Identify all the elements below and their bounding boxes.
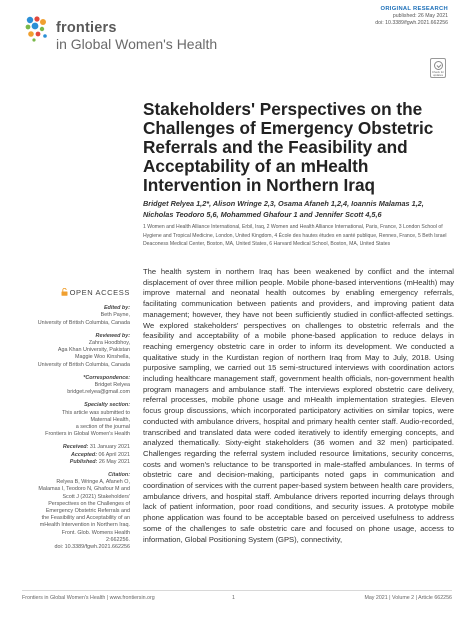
received-date: 31 January 2021 (89, 444, 130, 451)
editor-info: Beth Payne, University of British Columbia, Canada (37, 312, 130, 326)
correspondence-section (22, 375, 130, 397)
page-footer (22, 590, 452, 602)
doi-link[interactable]: doi: 10.3389/fgwh.2021.662256 (375, 20, 448, 26)
specialty-section (22, 402, 130, 438)
edited-by-section (22, 305, 130, 327)
specialty-info: This article was submitted to Maternal Health, a section of the journal Frontiers in Global Women's Health (45, 409, 130, 438)
open-access-text: OPEN ACCESS (69, 288, 130, 297)
check-updates-icon (434, 61, 443, 70)
citation-section (22, 472, 130, 551)
received-label: Received: (62, 444, 89, 451)
article-type: ORIGINAL RESEARCH (380, 6, 448, 12)
citation-label: Citation: (108, 472, 130, 479)
footer-journal-link[interactable]: Frontiers in Global Women's Health | www.frontiersin.org (22, 595, 155, 601)
affiliations: 1 Women and Health Alliance International, Erbil, Iraq, 2 Women and Health Alliance International, Paris, France, 3 London School of Hygiene and Tropical Medicine, London, United Kingdom, 4 École des hautes études en santé publique, Rennes, France, 5 Beth Israel Deaconess Medical Center, Boston, MA, United States, 6 Harvard Medical School, Boston, MA, United States (143, 224, 447, 248)
citation-info: Relyea B, Wringe A, Afaneh O, Malamas I, Teodoro N, Ghafour M and Scott J (2021) Stakeholders' Perspectives on the Challenges of Emergency Obstetric Referrals and the Feasibility and Acceptability of an mHealth Intervention in Northern Iraq. Front. Glob. Womens Health 2:662256. doi: 10.3389/fgwh.2021.662256 (38, 479, 130, 551)
journal-name: in Global Women's Health (56, 36, 218, 52)
reviewer-info: Zahra Hoodbhoy, Aga Khan University, Pakistan Maggie Woo Kinshella, University of British Columbia, Canada (37, 340, 130, 368)
article-meta (375, 6, 448, 27)
frontiers-logo-icon (22, 14, 52, 44)
accepted-label: Accepted: (70, 451, 98, 458)
published-label: Published: (69, 458, 98, 465)
article-sidebar (22, 288, 130, 557)
published-date: published: 26 May 2021 (392, 13, 448, 19)
journal-logo (22, 12, 222, 52)
check-for-updates-button[interactable] (430, 58, 446, 78)
article-title: Stakeholders' Perspectives on the Challenges of Emergency Obstetric Referrals and the Feasibility and Acceptability of an mHealth Intervention in Northern Iraq (143, 99, 434, 195)
check-updates-label: Check for updates (432, 70, 444, 77)
footer-issue-info: May 2021 | Volume 2 | Article 662256 (364, 595, 452, 601)
author-list: Bridget Relyea 1,2*, Alison Wringe 2,3, Osama Afaneh 1,2,4, Ioannis Malamas 1,2, Nicholas Teodoro 5,6, Mohammed Ghafour 1 and Jennifer Scott 4,5,6 (143, 199, 424, 219)
brand-name: frontiers (56, 20, 117, 36)
page-number: 1 (232, 595, 235, 601)
sidebar-published-date: 26 May 2021 (98, 458, 130, 465)
open-access-label (22, 288, 130, 296)
correspondence-info[interactable]: Bridget Relyea bridget.relyea@gmail.com (67, 382, 130, 396)
dates-section (22, 444, 130, 466)
specialty-label: Specialty section: (84, 402, 130, 409)
edited-by-label: Edited by: (103, 305, 130, 312)
correspondence-label: *Correspondence: (83, 374, 130, 381)
reviewed-by-section (22, 333, 130, 369)
reviewed-by-label: Reviewed by: (95, 332, 130, 339)
abstract-text: The health system in northern Iraq has been weakened by conflict and the internal displacement of over three million people. Mobile phone-based interventions (mHealth) may improve maternal and neonatal health outcomes by enabling emergency referrals, facilitating communication between patients and providers, and improving patient data management; however, they have not been sufficiently studied in conflict-affected settings. We explored stakeholders' perspectives on challenges to obstetric referrals and the feasibility and acceptability of a mobile phone-based application to reduce delays in reaching emergency obstetric care in order to inform its development. We conducted a qualitative study in the Kurdistan region of northern Iraq from May to July, 2018. Using purposive sampling, we carried out 15 semi-structured interviews with coordination actors including healthcare management staff, government health officials, non-government health program managers and ambulance staff. The interviews explored obstetric care delivery, referral processes, mobile phone usage and mHealth implementation strategies. Eleven focus group discussions, which incorporated participatory activities on similar topics, were conducted with ambulance drivers, hospital and primary health center staff. Audio-recorded, transcribed and translated data were coded iteratively to identify emerging concepts, and analyzed thematically. Sixty-eight stakeholders (36 women and 32 men) participated. Challenges regarding the referral system included resource limitations, security concerns, costs and women's reluctance to be transported in male-staffed ambulances. In terms of obstetric care and decision-making, participants noted gaps in communication and coordination of services with the current paper-based system between health care providers, ambulance drivers, and hospital staff. Ambulance drivers reported incurring delays through lack of patient information, poor road conditions, and security issues. A prototype mobile phone application was found to be acceptable based on perceived usefulness to address some of the challenges to safe obstetric care and focused on phone usage, access to information, Global Positioning System (GPS), connectivity, (143, 267, 454, 544)
accepted-date: 06 April 2021 (98, 451, 130, 458)
open-lock-icon (61, 288, 68, 296)
